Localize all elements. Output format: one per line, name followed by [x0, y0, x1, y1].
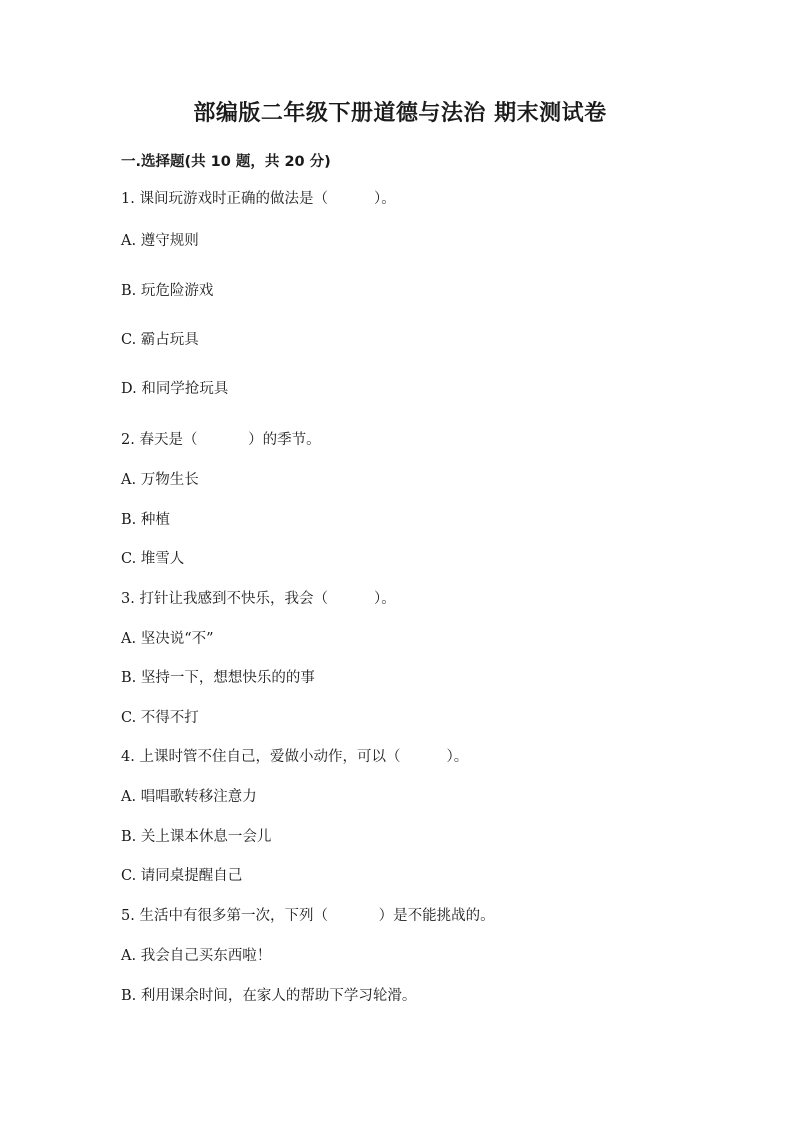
question-2-option-c: C. 堆雪人	[121, 551, 185, 567]
question-1-option-b: B. 玩危险游戏	[121, 283, 214, 299]
section-heading: 一.选择题(共 10 题，共 20 分)	[121, 154, 331, 170]
question-3-stem: 3. 打针让我感到不快乐，我会（ ）。	[121, 591, 396, 607]
question-5-stem: 5. 生活中有很多第一次，下列（ ）是不能挑战的。	[121, 908, 495, 924]
question-3-option-b: B. 坚持一下，想想快乐的的事	[121, 670, 315, 686]
question-2-option-a: A. 万物生长	[121, 472, 199, 488]
question-4-stem: 4. 上课时管不住自己，爱做小动作，可以（ ）。	[121, 749, 469, 765]
question-1-option-d: D. 和同学抢玩具	[121, 381, 229, 397]
question-4-option-c: C. 请同桌提醒自己	[121, 868, 243, 884]
question-3-option-a: A. 坚决说“不”	[121, 631, 214, 647]
question-2-option-b: B. 种植	[121, 512, 170, 528]
question-5-option-b: B. 利用课余时间，在家人的帮助下学习轮滑。	[121, 988, 417, 1004]
question-4-option-a: A. 唱唱歌转移注意力	[121, 789, 257, 805]
question-2-stem: 2. 春天是（ ）的季节。	[121, 432, 321, 448]
question-4-option-b: B. 关上课本休息一会儿	[121, 829, 272, 845]
question-1-option-c: C. 霸占玩具	[121, 332, 199, 348]
page-title: 部编版二年级下册道德与法治 期末测试卷	[193, 101, 607, 126]
question-5-option-a: A. 我会自己买东西啦！	[121, 948, 272, 964]
question-3-option-c: C. 不得不打	[121, 710, 199, 726]
question-1-option-a: A. 遵守规则	[121, 233, 199, 249]
question-1-stem: 1. 课间玩游戏时正确的做法是（ ）。	[121, 191, 396, 207]
